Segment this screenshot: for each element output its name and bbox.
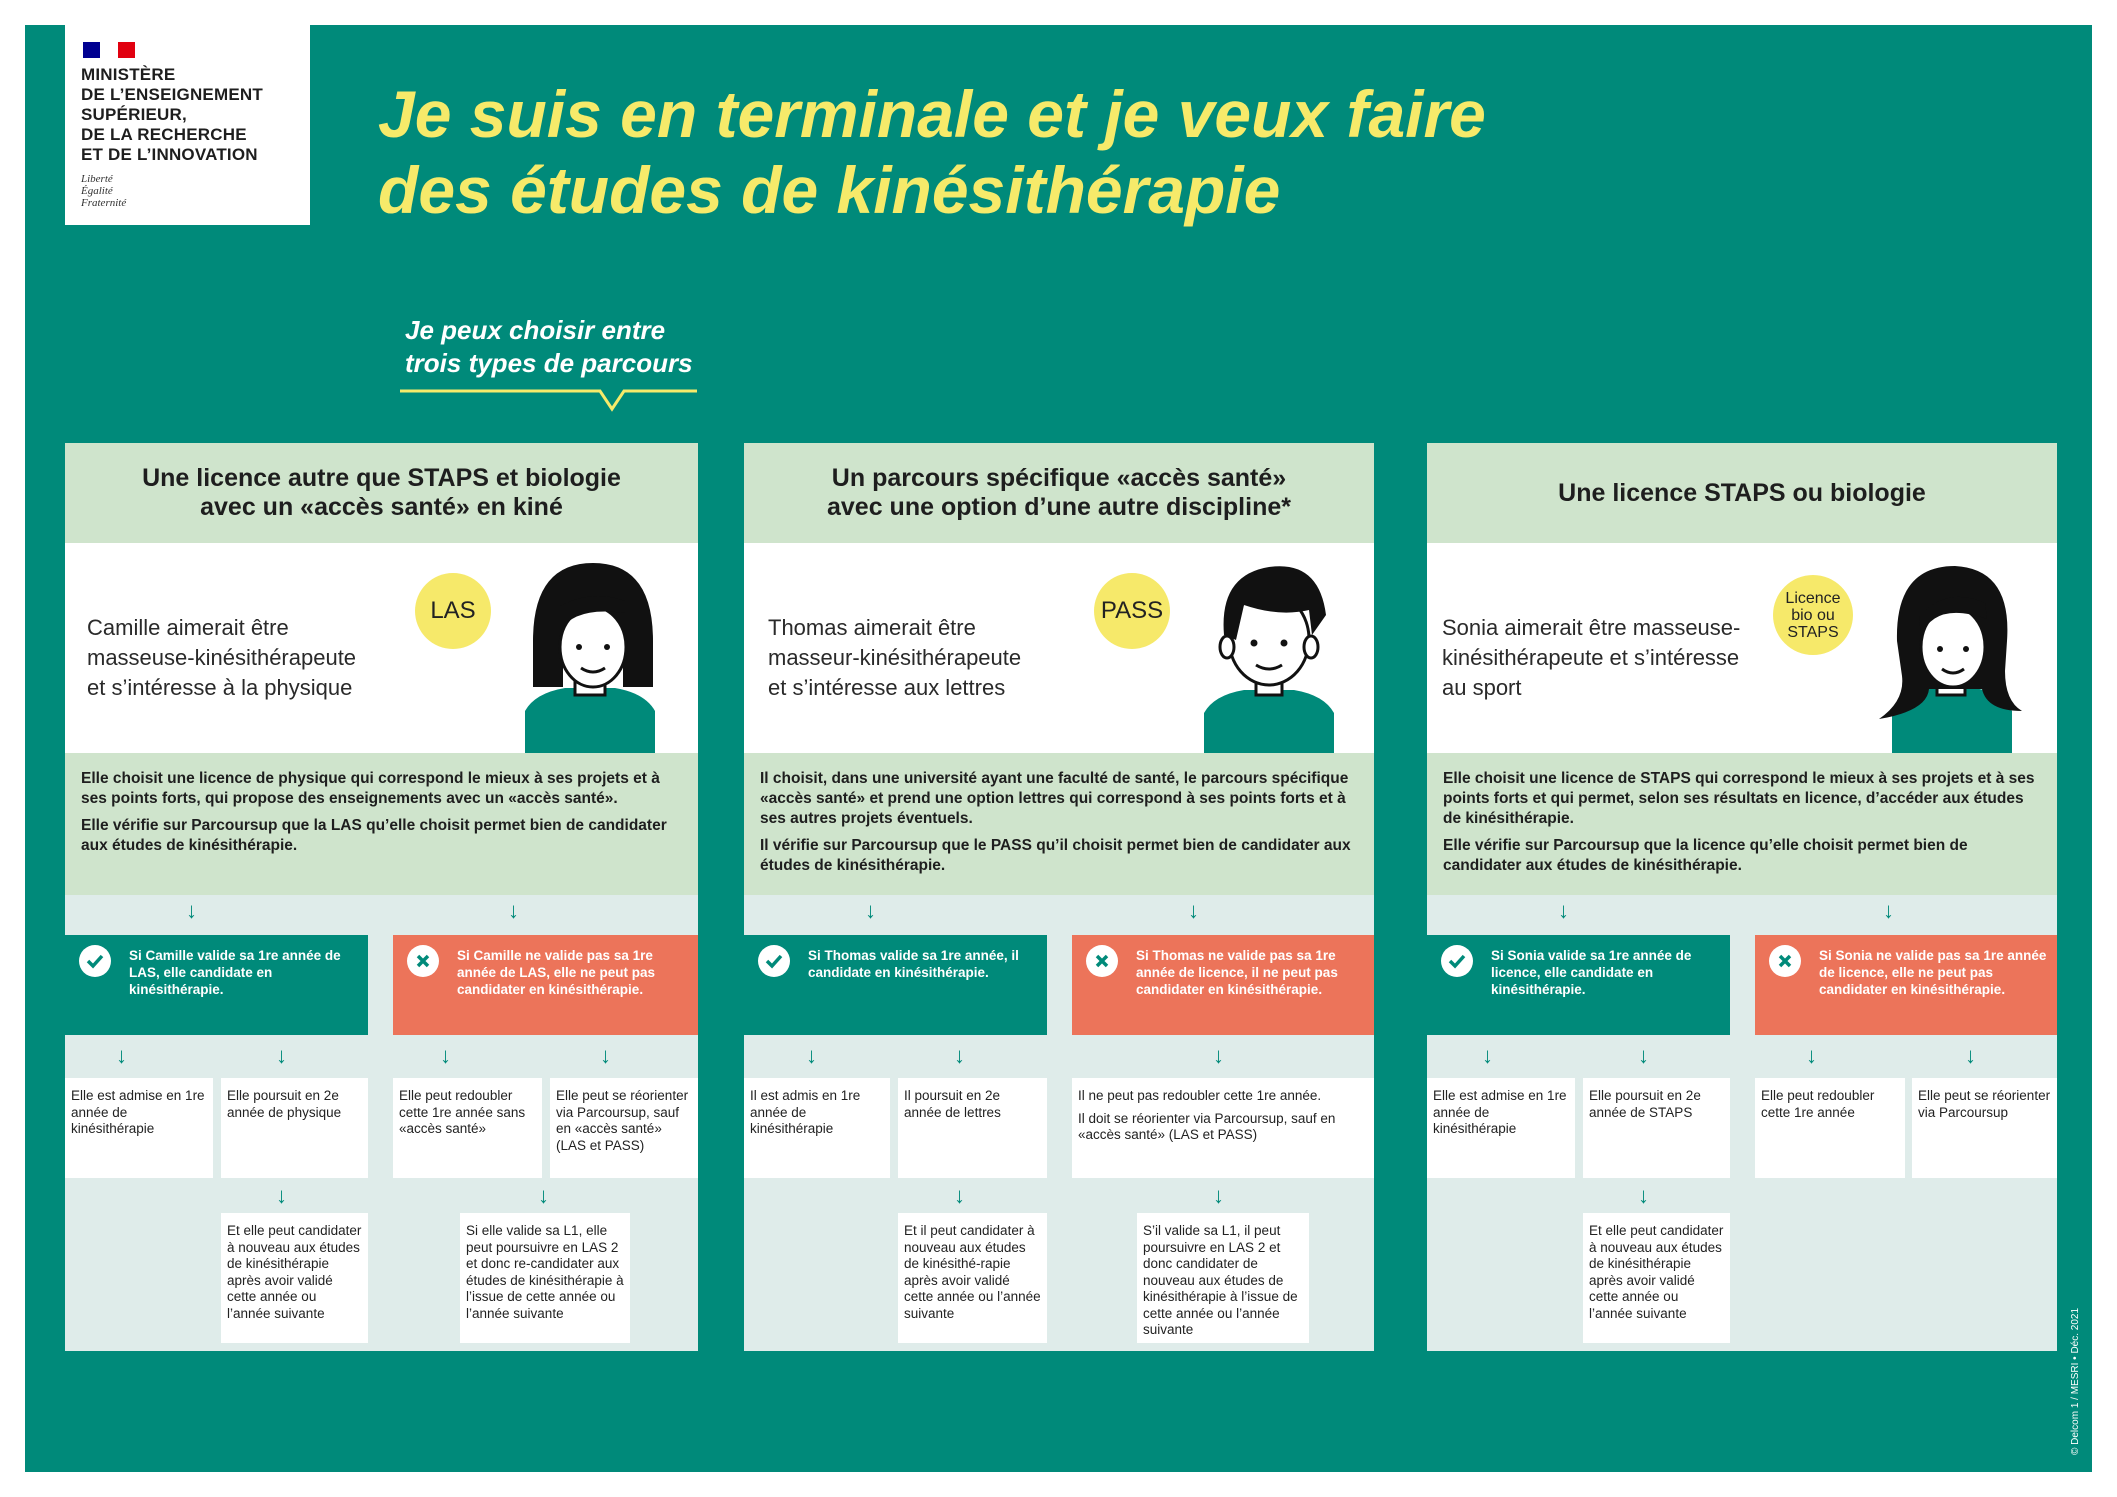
column-1-profile — [65, 543, 698, 753]
arrow-down-icon: ↓ — [1213, 1043, 1224, 1068]
las-badge: LAS — [415, 573, 491, 649]
outcome-box: Et elle peut candidater à nouveau aux études de kinésithérapie après avoir validé cette année ou l’année suivante — [1583, 1213, 1730, 1343]
flag-icon — [83, 42, 135, 58]
arrow-down-icon: ↓ — [538, 1183, 549, 1208]
credit-text: © Delcom 1 / MESRI • Déc. 2021 — [2070, 1307, 2081, 1455]
outcome-box: Elle peut redoubler cette 1re année sans «accès santé» — [393, 1078, 542, 1178]
arrow-down-icon: ↓ — [865, 898, 876, 923]
ministry-name: MINISTÈRE DE L’ENSEIGNEMENT SUPÉRIEUR, DE LA RECHERCHE ET DE L’INNOVATION — [81, 65, 263, 164]
arrow-down-icon: ↓ — [1213, 1183, 1224, 1208]
arrow-down-icon: ↓ — [276, 1183, 287, 1208]
outcome-box: Il est admis en 1re année de kinésithérapie — [744, 1078, 890, 1178]
success-panel: Si Sonia valide sa 1re année de licence, elle candidate en kinésithérapie. — [1427, 935, 1730, 1035]
failure-panel: Si Camille ne valide pas sa 1re année de LAS, elle ne peut pas candidater en kinésithérapie. — [393, 935, 698, 1035]
outcome-box: Elle est admise en 1re année de kinésithérapie — [1427, 1078, 1575, 1178]
column-2-heading: Un parcours spécifique «accès santé» avec une option d’une autre discipline* — [744, 443, 1374, 543]
outcome-box: Il ne peut pas redoubler cette 1re année. Il doit se réorienter via Parcoursup, sauf en «accès santé» (LAS et PASS) — [1072, 1078, 1374, 1178]
check-icon — [758, 945, 790, 977]
outcome-box: Si elle valide sa L1, elle peut poursuivre en LAS 2 et donc re-candidater aux études de kinésithérapie à l’issue de cette année ou l’année suivante — [460, 1213, 630, 1343]
success-panel: Si Thomas valide sa 1re année, il candidate en kinésithérapie. — [744, 935, 1047, 1035]
outcome-box: Il poursuit en 2e année de lettres — [898, 1078, 1047, 1178]
pass-badge: PASS — [1094, 573, 1170, 649]
arrow-down-icon: ↓ — [440, 1043, 451, 1068]
outcome-box: Elle peut redoubler cette 1re année — [1755, 1078, 1905, 1178]
failure-panel: Si Sonia ne valide pas sa 1re année de licence, elle ne peut pas candidater en kinésithérapie. — [1755, 935, 2057, 1035]
outcome-box: Elle peut se réorienter via Parcoursup — [1912, 1078, 2057, 1178]
column-2-profile — [744, 543, 1374, 753]
outcome-box: Et il peut candidater à nouveau aux études de kinésithé-rapie après avoir validé cette année ou l’année suivante — [898, 1213, 1047, 1343]
arrow-down-icon: ↓ — [1806, 1043, 1817, 1068]
arrow-down-icon: ↓ — [1188, 898, 1199, 923]
profile-description: Sonia aimerait être masseuse- kinésithérapeute et s’intéresse au sport — [1442, 615, 1741, 700]
cross-icon — [1769, 945, 1801, 977]
girl-bob-avatar-icon — [505, 561, 675, 753]
arrow-down-icon: ↓ — [1482, 1043, 1493, 1068]
arrow-down-icon: ↓ — [186, 898, 197, 923]
column-2-choice: Il choisit, dans une université ayant une faculté de santé, le parcours spécifique «accès santé» et prend une option lettres qui correspond à ses points forts et à ses autres projets éventuels. Il vérifie sur Parcoursup que le PASS qu’il choisit permet bien de candidater aux études de kinésithérapie. — [744, 753, 1374, 895]
arrow-down-icon: ↓ — [1558, 898, 1569, 923]
column-1-heading: Une licence autre que STAPS et biologie avec un «accès santé» en kiné — [65, 443, 698, 543]
check-icon — [79, 945, 111, 977]
outcome-box: Elle poursuit en 2e année de STAPS — [1583, 1078, 1730, 1178]
ministry-logo — [65, 25, 310, 225]
column-3-profile — [1427, 543, 2057, 753]
column-1-choice: Elle choisit une licence de physique qui correspond le mieux à ses projets et à ses points forts, qui propose des enseignements avec un «accès santé». Elle vérifie sur Parcoursup que la LAS qu’elle choisit permet bien de candidater aux études de kinésithérapie. — [65, 753, 698, 895]
column-3-heading: Une licence STAPS ou biologie — [1427, 443, 2057, 543]
arrow-down-icon: ↓ — [600, 1043, 611, 1068]
profile-description: Camille aimerait être masseuse-kinésithérapeute et s’intéresse à la physique — [87, 615, 357, 700]
republic-motto: Liberté Égalité Fraternité — [81, 173, 127, 209]
arrow-down-icon: ↓ — [1638, 1043, 1649, 1068]
arrow-down-icon: ↓ — [276, 1043, 287, 1068]
arrow-down-icon: ↓ — [806, 1043, 817, 1068]
licence-badge: Licence bio ou STAPS — [1773, 575, 1853, 655]
arrow-down-icon: ↓ — [1883, 898, 1894, 923]
cross-icon — [1086, 945, 1118, 977]
failure-panel: Si Thomas ne valide pas sa 1re année de licence, il ne peut pas candidater en kinésithérapie. — [1072, 935, 1374, 1035]
outcome-box: Et elle peut candidater à nouveau aux études de kinésithérapie après avoir validé cette année ou l’année suivante — [221, 1213, 368, 1343]
check-icon — [1441, 945, 1473, 977]
column-3-choice: Elle choisit une licence de STAPS qui correspond le mieux à ses projets et à ses points forts et qui permet, selon ses résultats en licence, d’accéder aux études de kinésithérapie. Elle vérifie sur Parcoursup que la licence qu’elle choisit permet bien de candidater aux études de kinésithérapie. — [1427, 753, 2057, 895]
arrow-down-icon: ↓ — [954, 1043, 965, 1068]
arrow-down-icon: ↓ — [508, 898, 519, 923]
page-title: Je suis en terminale et je veux faire des études de kinésithérapie — [378, 77, 1486, 227]
outcome-box: S’il valide sa L1, il peut poursuivre en LAS 2 et donc candidater de nouveau aux études de kinésithérapie à l’issue de cette année ou l’année suivante — [1137, 1213, 1309, 1343]
girl-long-hair-avatar-icon — [1857, 561, 2037, 753]
outcome-box: Elle peut se réorienter via Parcoursup, sauf en «accès santé» (LAS et PASS) — [550, 1078, 698, 1178]
profile-description: Thomas aimerait être masseur-kinésithérapeute et s’intéresse aux lettres — [768, 615, 1022, 700]
arrow-down-icon: ↓ — [1965, 1043, 1976, 1068]
arrow-down-icon: ↓ — [954, 1183, 965, 1208]
speech-bubble-line — [400, 385, 700, 415]
subtitle: Je peux choisir entre trois types de parcours — [405, 315, 693, 378]
arrow-down-icon: ↓ — [116, 1043, 127, 1068]
arrow-down-icon: ↓ — [1638, 1183, 1649, 1208]
success-panel: Si Camille valide sa 1re année de LAS, elle candidate en kinésithérapie. — [65, 935, 368, 1035]
outcome-box: Elle poursuit en 2e année de physique — [221, 1078, 368, 1178]
boy-avatar-icon — [1184, 555, 1354, 753]
cross-icon — [407, 945, 439, 977]
outcome-box: Elle est admise en 1re année de kinésithérapie — [65, 1078, 213, 1178]
